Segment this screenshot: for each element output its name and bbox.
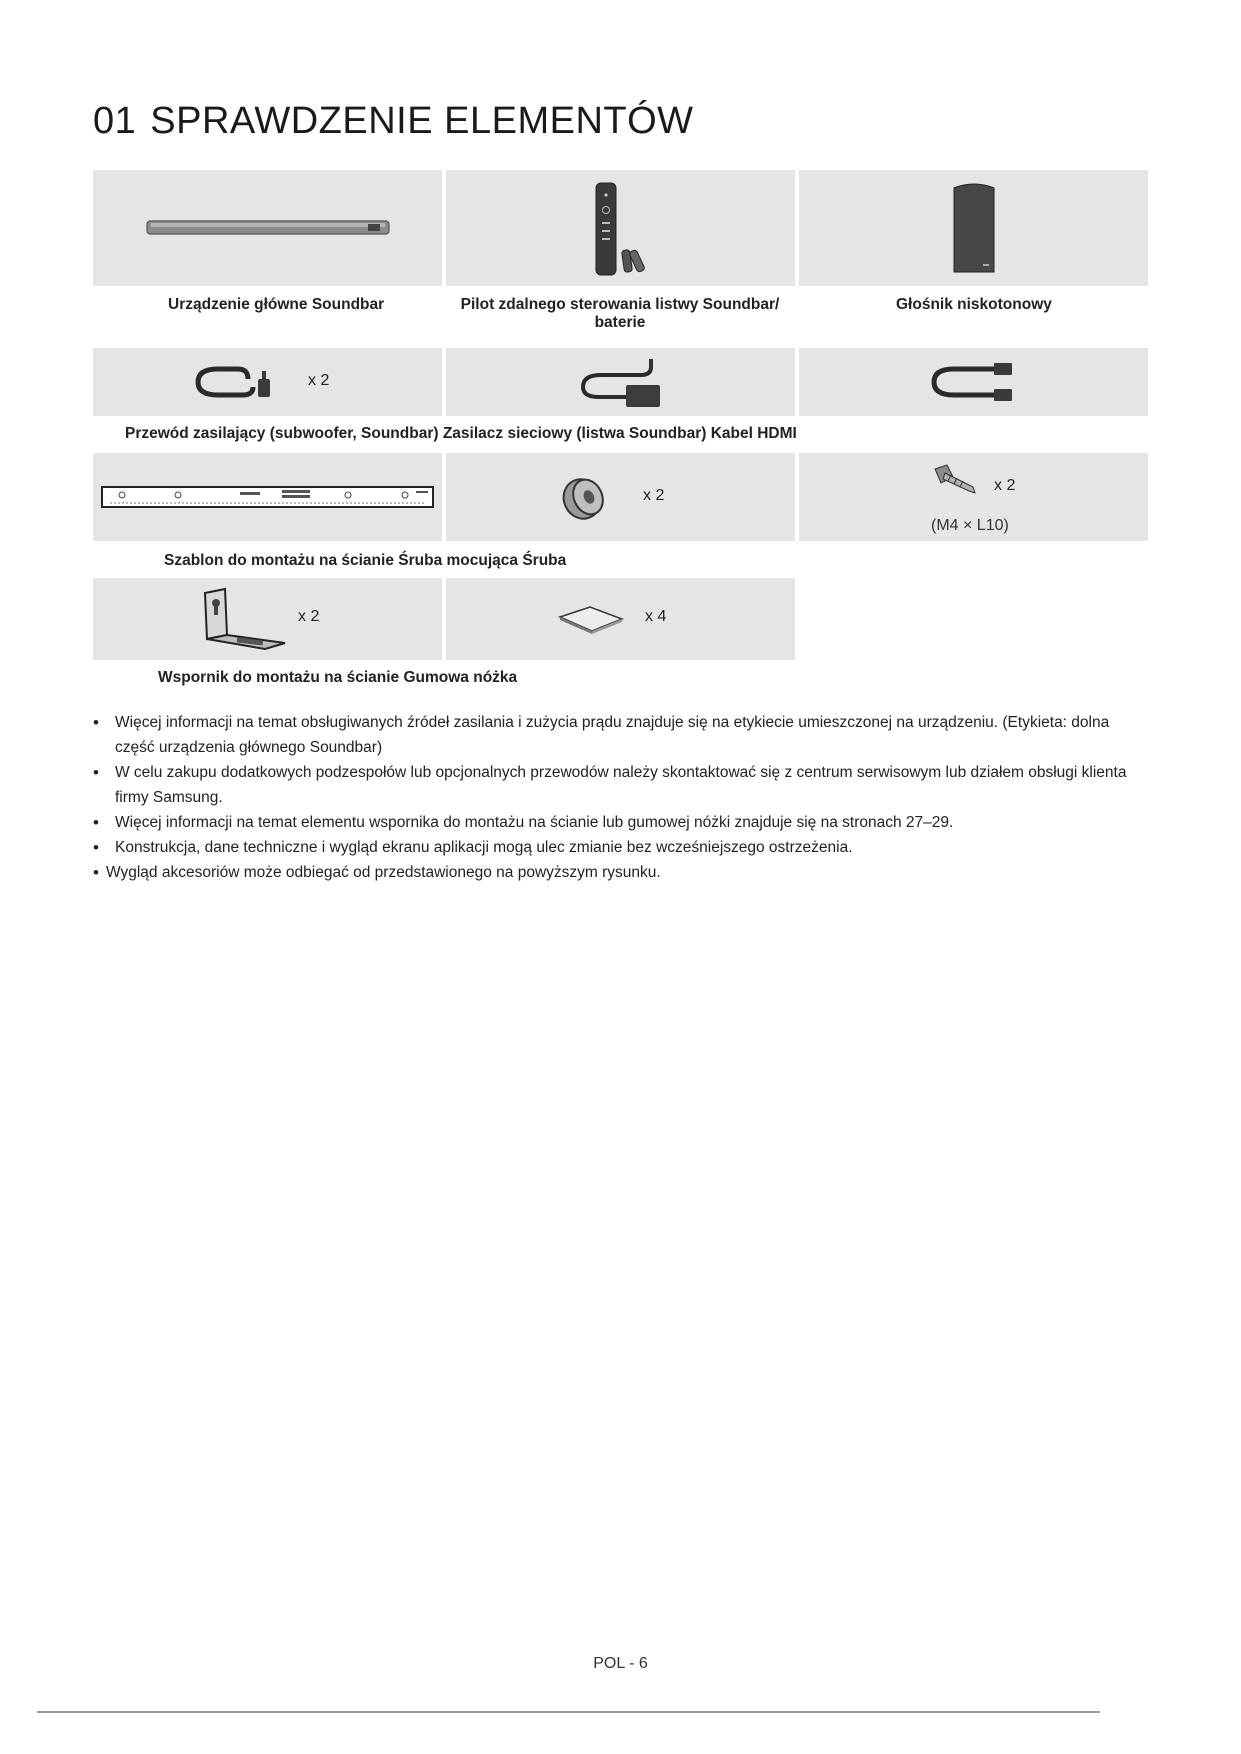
remote-image-cell [446,170,795,286]
template-image-cell [93,453,442,541]
holder-screw-image-cell [446,453,795,541]
subwoofer-illustration [944,178,1004,278]
ac-adapter-image-cell [446,348,795,416]
remote-caption-line2: baterie [594,314,646,331]
hdmi-image-cell [799,348,1148,416]
wall-mount-template-illustration [100,485,435,509]
page-number: POL - 6 [593,1655,648,1672]
hdmi-caption: Kabel HDMI [710,425,797,442]
footer-divider [37,1711,1100,1713]
screw-image-cell [799,453,1148,541]
remote-illustration [586,178,656,278]
remote-caption-line1: Pilot zdalnego sterowania listwy Soundbar/ [460,296,780,313]
holder-screw-caption: Śruba mocująca [398,552,519,569]
power-cord-caption: Przewód zasilający (subwoofer, Soundbar) [125,425,439,442]
ac-adapter-caption: Zasilacz sieciowy (listwa Soundbar) [442,425,707,442]
note-item: • Konstrukcja, dane techniczne i wygląd ekranu aplikacji mogą ulec zmianie bez wcześniejszego ostrzeżenia. [93,835,1143,860]
rubber-foot-illustration [556,599,626,639]
template-screw-captions [164,552,566,570]
holder-screw-illustration [556,467,616,527]
bracket-image-cell [93,578,442,660]
remote-caption [370,296,870,332]
section-number: 01 [93,100,137,142]
bracket-qty: x 2 [298,608,320,625]
note-item: • W celu zakupu dodatkowych podzespołów lub opcjonalnych przewodów należy skontaktować się z centrum serwisowym lub działem obsługi klienta firmy Samsung. [93,760,1143,810]
rubber-foot-qty: x 4 [645,608,667,625]
template-caption: Szablon do montażu na ścianie [164,552,394,569]
note-item: • Więcej informacji na temat elementu wspornika do montażu na ścianie lub gumowej nóżki znajduje się na stronach 27–29. [93,810,1143,835]
wall-bracket-illustration [193,587,293,652]
power-cord-qty: x 2 [308,372,330,389]
screw-illustration [931,463,981,497]
rubber-foot-caption: Gumowa nóżka [403,669,518,686]
screw-qty: x 2 [994,477,1016,494]
note-item: • Więcej informacji na temat obsługiwanych źródeł zasilania i zużycia prądu znajduje się na etykiecie umieszczonej na urządzeniu. (Etykieta: dolna część urządzenia głównego Soundbar) [93,710,1143,760]
subwoofer-image-cell [799,170,1148,286]
soundbar-image-cell [93,170,442,286]
rubber-foot-image-cell [446,578,795,660]
subwoofer-caption: Głośnik niskotonowy [896,296,1052,313]
soundbar-caption: Urządzenie główne Soundbar [168,296,385,313]
page-title [93,100,694,143]
power-cord-illustration [188,357,288,407]
bracket-caption: Wspornik do montażu na ścianie [158,669,400,686]
bracket-foot-captions [158,669,517,687]
note-item: • Wygląd akcesoriów może odbiegać od przedstawionego na powyższym rysunku. [93,860,1143,885]
power-cord-image-cell [93,348,442,416]
hdmi-cable-illustration [924,357,1024,407]
ac-adapter-illustration [571,355,671,410]
power-cord-ac-hdmi-captions [125,425,797,443]
screw-spec: (M4 × L10) [931,517,1009,534]
notes-list [93,710,1143,885]
holder-screw-qty: x 2 [643,487,665,504]
soundbar-illustration [143,213,393,243]
screw-caption: Śruba [522,552,567,569]
section-title: SPRAWDZENIE ELEMENTÓW [150,100,694,142]
